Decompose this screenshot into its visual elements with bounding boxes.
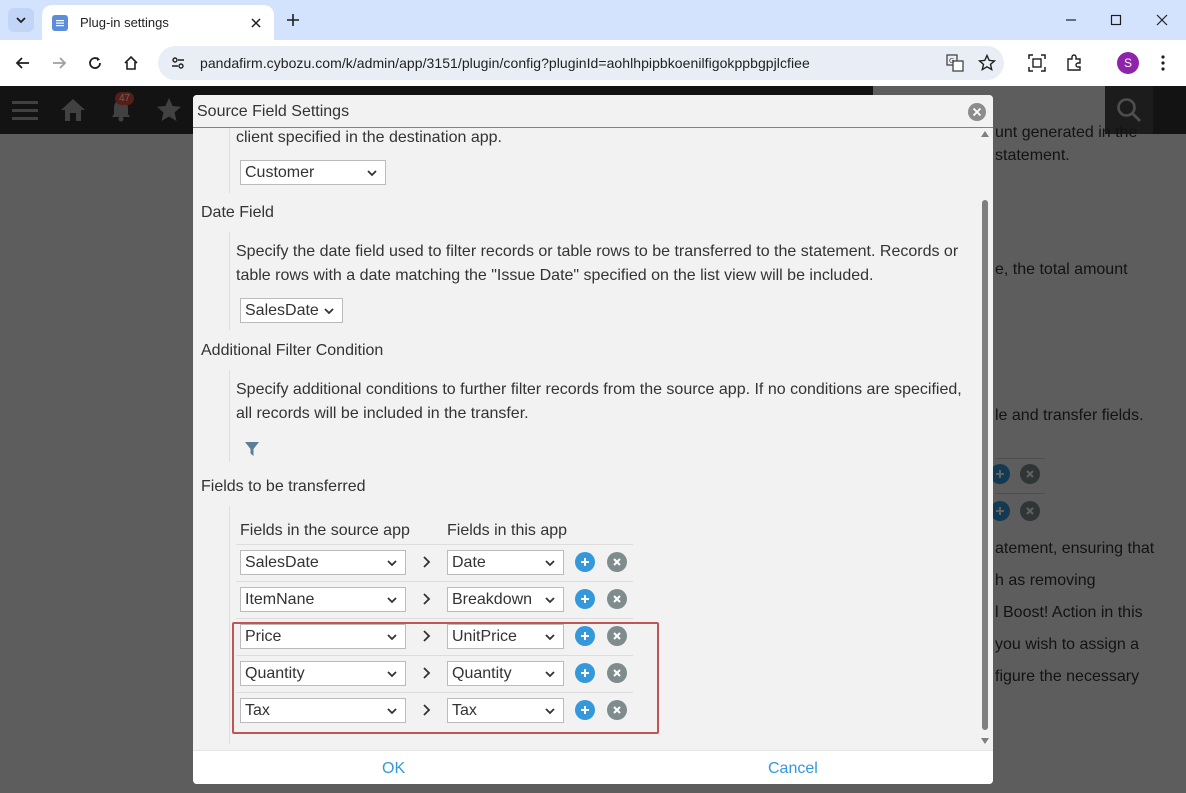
dest-field-value: Tax (452, 701, 477, 719)
dialog-title: Source Field Settings (197, 103, 350, 120)
home-icon (123, 55, 139, 71)
minimize-icon (1065, 14, 1077, 26)
arrow-right-icon (51, 55, 67, 71)
source-field-value: Price (245, 627, 282, 645)
more-vertical-icon (1161, 55, 1165, 71)
source-field-value: ItemNane (245, 590, 315, 608)
source-field-value: Tax (245, 701, 270, 719)
scroll-up-icon[interactable] (981, 130, 989, 138)
client-description: client specified in the destination app. (236, 129, 502, 146)
dest-field-value: UnitPrice (452, 627, 517, 645)
plus-icon (580, 557, 590, 567)
browser-menu-button[interactable] (1151, 51, 1175, 75)
plus-icon (286, 13, 300, 27)
dialog-footer (193, 750, 993, 784)
filter-icon[interactable] (242, 439, 262, 459)
maximize-button[interactable] (1104, 8, 1128, 32)
profile-avatar[interactable]: S (1117, 52, 1139, 74)
dest-field-select[interactable] (447, 550, 564, 575)
remove-row-button[interactable] (607, 552, 627, 572)
extensions-button[interactable] (1062, 51, 1086, 75)
chevron-down-icon (543, 556, 557, 570)
date-field-description: Specify the date field used to filter records or table rows to be transferred to the statement. Records or table rows with a date matching the "Issue Date" specified on the list view will be included. (236, 243, 959, 284)
url-text: pandafirm.cybozu.com/k/admin/app/3151/plugin/config?pluginId=aohlhpipbkoenilfigokppbgpjlcfiee (200, 55, 810, 71)
dest-column-header: Fields in this app (447, 522, 568, 539)
tab-close-icon[interactable] (248, 15, 264, 31)
source-field-select[interactable] (240, 587, 406, 612)
close-icon (612, 594, 622, 604)
chevron-down-icon (322, 304, 336, 318)
home-button[interactable] (119, 51, 143, 75)
address-bar[interactable] (158, 46, 1004, 80)
star-outline-icon (978, 54, 996, 72)
add-row-button[interactable] (575, 589, 595, 609)
browser-tabstrip (0, 0, 1186, 40)
cancel-button[interactable]: Cancel (768, 760, 818, 777)
scroll-down-icon[interactable] (981, 737, 989, 745)
source-field-value: SalesDate (245, 553, 319, 571)
filter-description: Specify additional conditions to further filter records from the source app. If no conditions are specified, all records will be included in the transfer. (236, 381, 962, 422)
remove-row-button[interactable] (607, 589, 627, 609)
dialog-body[interactable] (193, 128, 978, 748)
client-select-value: Customer (245, 163, 315, 181)
client-field-select[interactable] (240, 160, 386, 185)
add-row-button[interactable] (575, 552, 595, 572)
tab-title: Plug-in settings (80, 15, 169, 30)
dest-field-value: Date (452, 553, 486, 571)
plus-icon (580, 594, 590, 604)
source-field-select[interactable] (240, 550, 406, 575)
site-info-icon[interactable] (166, 51, 190, 75)
date-field-select[interactable] (240, 298, 343, 323)
reload-icon (87, 55, 103, 71)
date-field-section-border (229, 232, 230, 330)
tab-search-button[interactable] (8, 8, 34, 32)
forward-button[interactable] (47, 51, 71, 75)
date-field-title: Date Field (201, 204, 274, 221)
highlight-box (232, 622, 659, 734)
row-divider (236, 544, 633, 545)
dest-field-select[interactable] (447, 587, 564, 612)
arrow-left-icon (15, 55, 31, 71)
close-icon (612, 557, 622, 567)
close-window-button[interactable] (1150, 8, 1174, 32)
scrollbar-thumb[interactable] (982, 200, 988, 730)
chevron-right-icon (420, 592, 434, 606)
screen-capture-icon (1028, 54, 1046, 72)
chevron-down-icon (385, 556, 399, 570)
dialog-header (193, 95, 993, 128)
chevron-down-icon (15, 14, 27, 26)
translate-icon (946, 54, 964, 72)
back-button[interactable] (11, 51, 35, 75)
browser-tab[interactable] (42, 5, 274, 40)
filter-section-border (229, 370, 230, 462)
browser-toolbar (0, 40, 1186, 86)
screenshot-button[interactable] (1025, 51, 1049, 75)
puzzle-icon (1065, 54, 1083, 72)
chevron-down-icon (385, 593, 399, 607)
source-column-header: Fields in the source app (240, 522, 410, 539)
source-field-value: Quantity (245, 664, 305, 682)
row-divider (236, 581, 633, 582)
row-divider (236, 618, 633, 619)
new-tab-button[interactable] (282, 9, 304, 31)
svg-text:G: G (949, 57, 955, 65)
maximize-icon (1110, 14, 1122, 26)
dialog-scrollbar[interactable] (979, 130, 991, 746)
fields-title: Fields to be transferred (201, 478, 366, 495)
dest-field-value: Breakdown (452, 590, 533, 608)
chevron-right-icon (420, 555, 434, 569)
close-icon (1156, 14, 1168, 26)
chevron-down-icon (543, 593, 557, 607)
fields-section-border (229, 506, 230, 744)
translate-button[interactable] (943, 51, 967, 75)
client-section-border (229, 128, 230, 193)
bookmark-button[interactable] (975, 51, 999, 75)
ok-button[interactable]: OK (382, 760, 406, 777)
dialog-close-button[interactable] (968, 103, 986, 121)
close-icon (972, 107, 982, 117)
minimize-button[interactable] (1059, 8, 1083, 32)
reload-button[interactable] (83, 51, 107, 75)
date-select-value: SalesDate (245, 301, 319, 319)
plugin-favicon-icon (52, 15, 68, 31)
dest-field-value: Quantity (452, 664, 512, 682)
source-field-settings-dialog (193, 95, 993, 784)
filter-title: Additional Filter Condition (201, 342, 384, 359)
chevron-down-icon (365, 166, 379, 180)
